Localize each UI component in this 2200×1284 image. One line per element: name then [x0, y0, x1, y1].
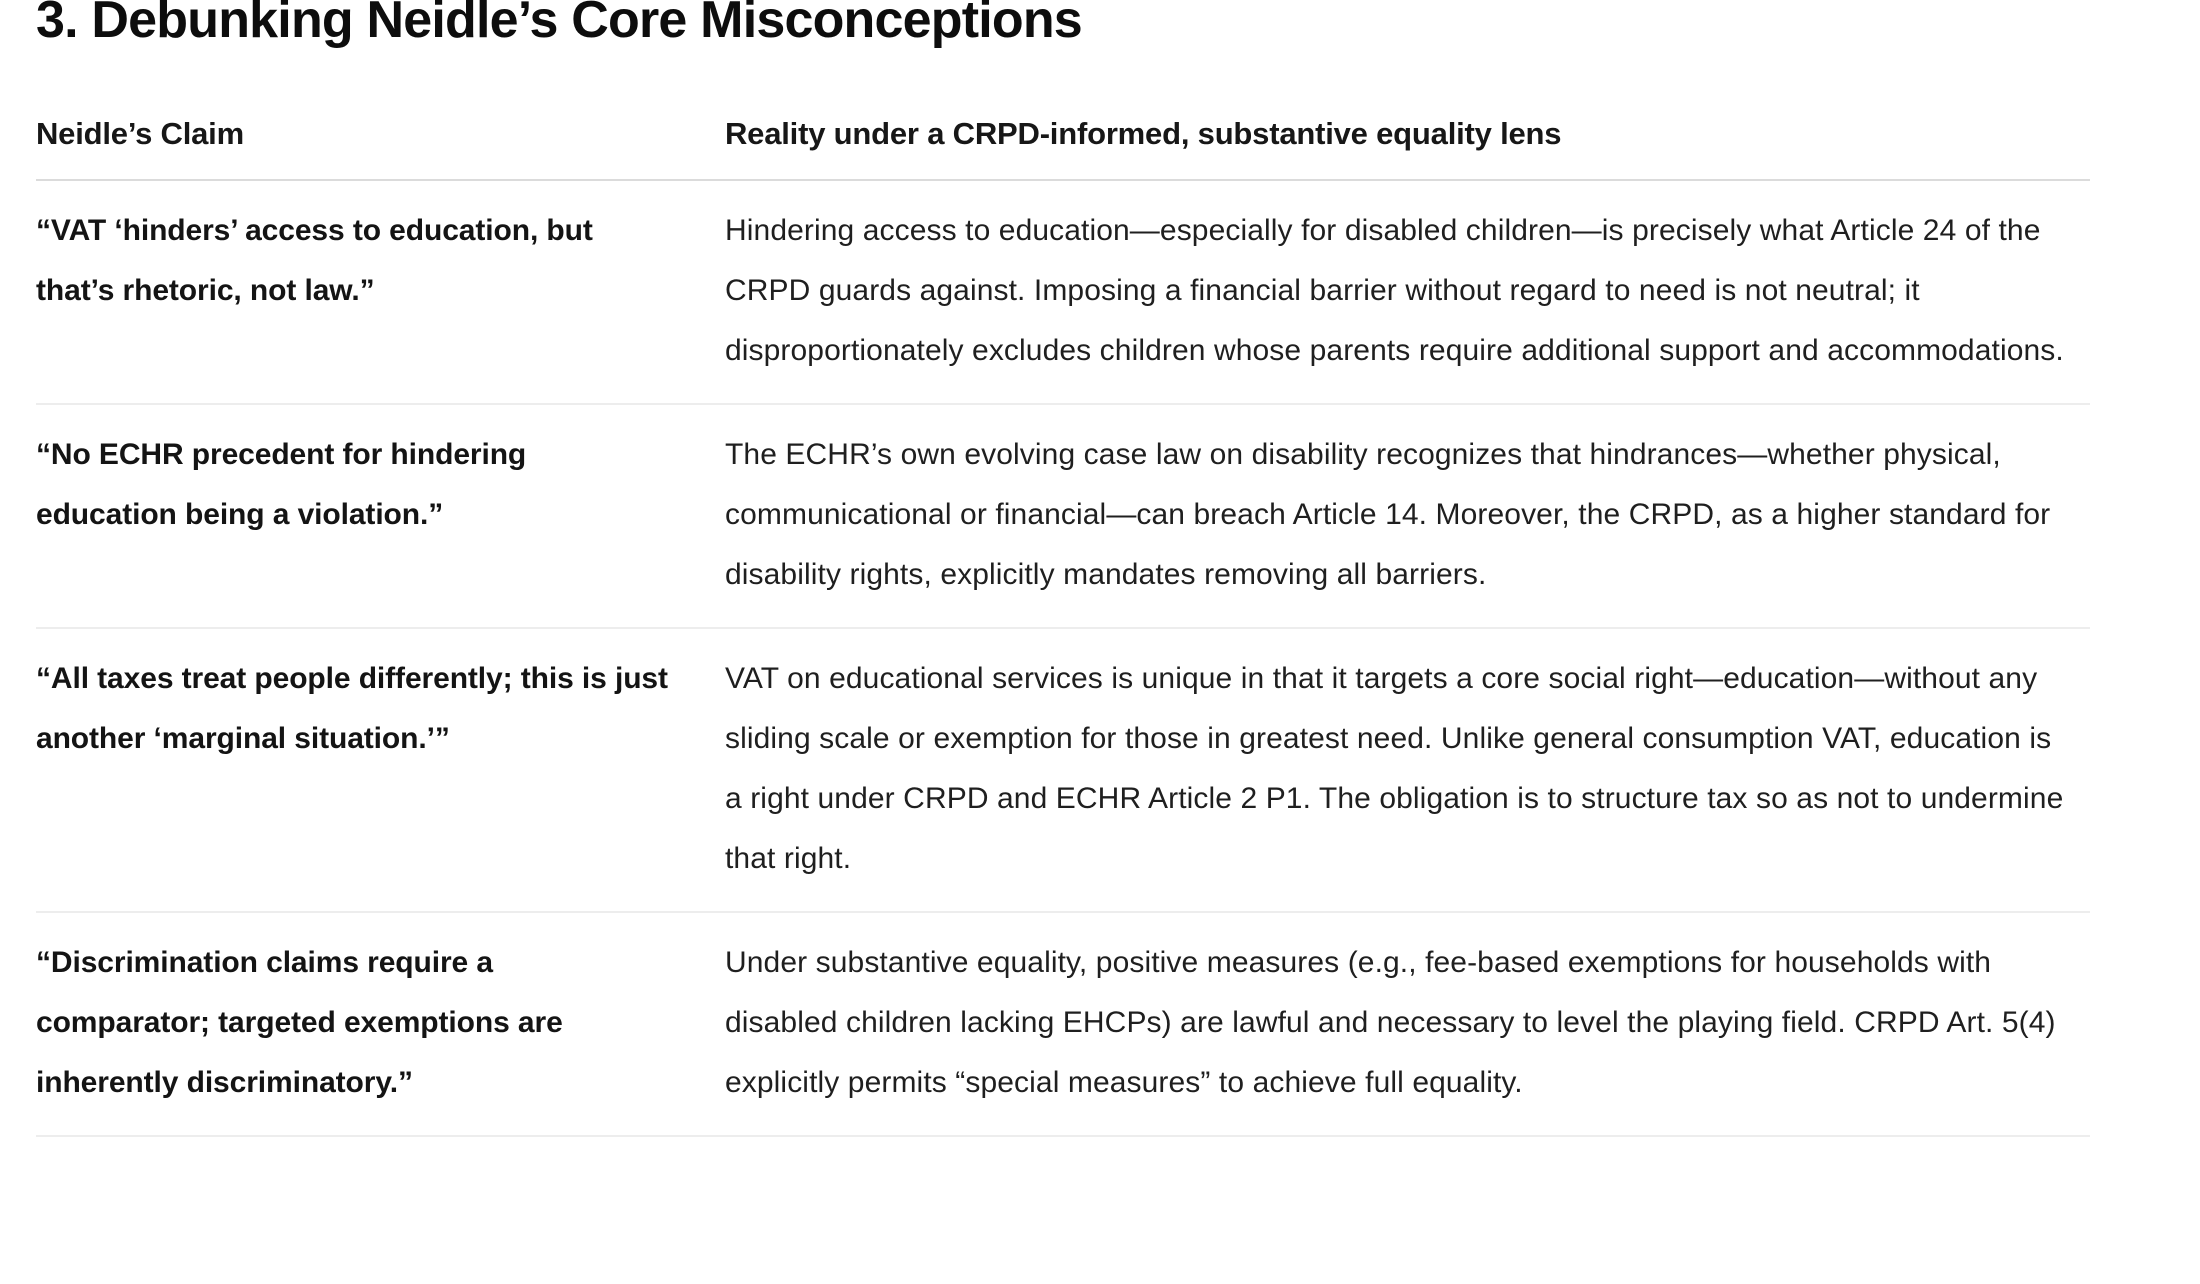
table-row: [36, 628, 2090, 912]
reality-cell: VAT on educational services is unique in that it targets a core social right—education—without any sliding scale or exemption for those in greatest need. Unlike general consumption VAT, education is a right under CRPD and ECHR Article 2 P1. The obligation is to structure tax so as not to undermine that right.: [725, 628, 2090, 912]
table-header-row: [36, 115, 2090, 180]
table-row: [36, 912, 2090, 1136]
claim-cell: “All taxes treat people differently; this is just another ‘marginal situation.’”: [36, 628, 725, 912]
claim-cell: “VAT ‘hinders’ access to education, but that’s rhetoric, not law.”: [36, 180, 725, 404]
claim-cell: “Discrimination claims require a comparator; targeted exemptions are inherently discriminatory.”: [36, 912, 725, 1136]
table-row: [36, 404, 2090, 628]
reality-cell: Hindering access to education—especially for disabled children—is precisely what Article 24 of the CRPD guards against. Imposing a financial barrier without regard to need is not neutral; it disproportionately excludes children whose parents require additional support and accommodations.: [725, 180, 2090, 404]
reality-cell: Under substantive equality, positive measures (e.g., fee-based exemptions for households with disabled children lacking EHCPs) are lawful and necessary to level the playing field. CRPD Art. 5(4) explicitly permits “special measures” to achieve full equality.: [725, 912, 2090, 1136]
column-header-reality: Reality under a CRPD-informed, substantive equality lens: [725, 115, 2090, 180]
column-header-claim: Neidle’s Claim: [36, 115, 725, 180]
reality-cell: The ECHR’s own evolving case law on disability recognizes that hindrances—whether physical, communicational or financial—can breach Article 14. Moreover, the CRPD, as a higher standard for disability rights, explicitly mandates removing all barriers.: [725, 404, 2090, 628]
claim-cell: “No ECHR precedent for hindering education being a violation.”: [36, 404, 725, 628]
claims-comparison-table: [36, 115, 2090, 1137]
table-row: [36, 180, 2090, 404]
section-heading: 3. Debunking Neidle’s Core Misconceptions: [36, 0, 1082, 49]
